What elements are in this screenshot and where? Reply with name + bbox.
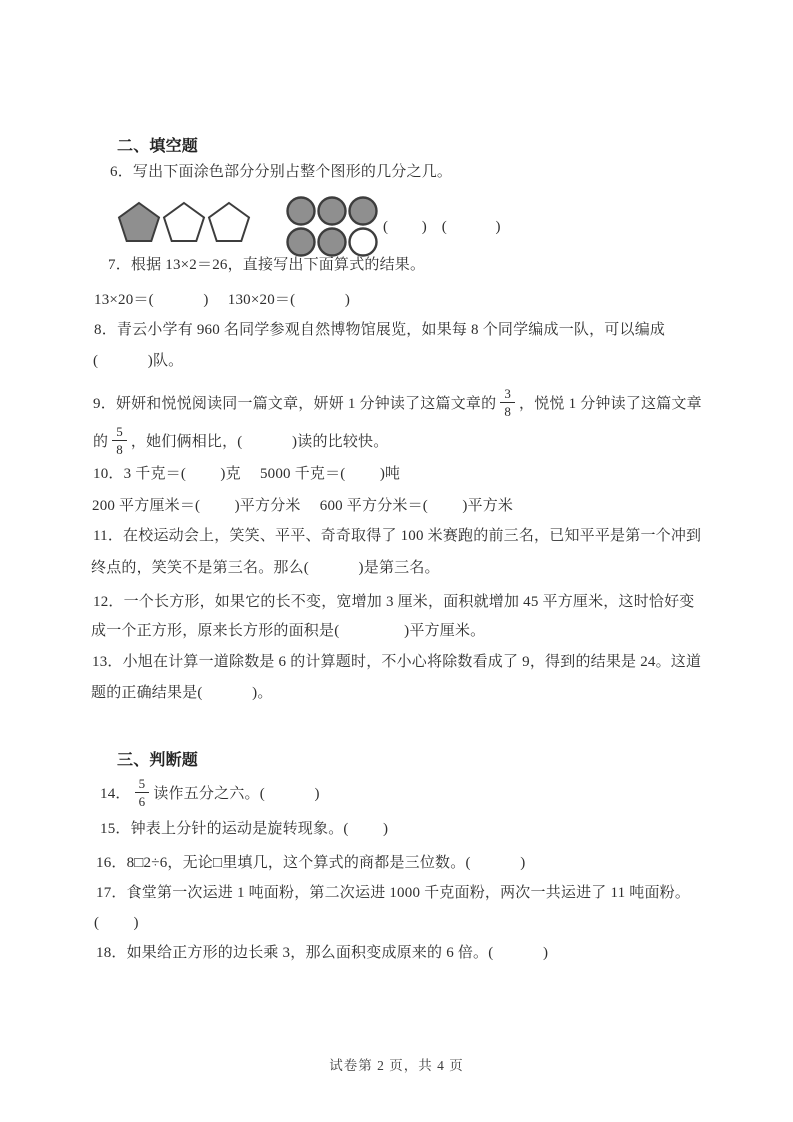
fraction-numerator: 5	[135, 776, 150, 793]
fraction-numerator: 5	[112, 424, 127, 441]
pentagon-unshaded	[209, 203, 249, 241]
fraction-denominator: 6	[138, 794, 146, 809]
q17-line2: ( )	[94, 915, 139, 931]
fraction-numerator: 3	[500, 386, 515, 403]
q6-figure	[93, 193, 693, 263]
q18-text: 18．如果给正方形的边长乘 3，那么面积变成原来的 6 倍。( )	[96, 945, 549, 961]
q17-line1: 17．食堂第一次运进 1 吨面粉，第二次运进 1000 千克面粉，两次一共运进了 11 吨面粉。	[96, 885, 691, 901]
circle-unshaded	[350, 229, 377, 256]
q6-answer-blanks: ( ) ( )	[383, 219, 501, 235]
circle-shaded	[350, 198, 377, 225]
q11-line2: 终点的，笑笑不是第三名。那么( )是第三名。	[91, 560, 440, 576]
q6-text: 6．写出下面涂色部分分别占整个图形的几分之几。	[110, 164, 453, 180]
fill-section-header: 二、填空题	[117, 138, 199, 155]
q13-line1: 13．小旭在计算一道除数是 6 的计算题时，不小心将除数看成了 9，得到的结果是 24。这道	[92, 654, 702, 670]
q13-line2: 题的正确结果是( )。	[91, 685, 273, 701]
q8-line2: ( )队。	[93, 353, 184, 369]
fraction-denominator: 8	[504, 404, 512, 419]
circle-shaded	[319, 229, 346, 256]
page-footer: 试卷第 2 页，共 4 页	[329, 1058, 464, 1073]
q12-line1: 12．一个长方形，如果它的长不变，宽增加 3 厘米，面积就增加 45 平方厘米，这时恰好变	[93, 594, 695, 610]
q8-line1: 8．青云小学有 960 名同学参观自然博物馆展览，如果每 8 个同学编成一队，可以编成	[94, 322, 666, 338]
fraction-3-8	[500, 386, 515, 419]
q14-line	[100, 778, 320, 811]
q9-line2	[93, 426, 388, 459]
circle-group	[285, 195, 381, 259]
q10-line2: 200 平方厘米＝( )平方分米 600 平方分米＝( )平方米	[92, 498, 514, 514]
q9-line2-text-before: 的	[93, 433, 109, 450]
q15-text: 15．钟表上分针的运动是旋转现象。( )	[100, 821, 389, 837]
pentagon-group	[117, 200, 253, 248]
circle-shaded	[288, 198, 315, 225]
pentagon-shaded	[119, 203, 159, 241]
q12-line2: 成一个正方形，原来长方形的面积是( )平方厘米。	[91, 623, 486, 639]
q7-line2: 13×20＝( ) 130×20＝( )	[94, 292, 351, 308]
q11-line1: 11．在校运动会上，笑笑、平平、奇奇取得了 100 米赛跑的前三名，已知平平是第一个冲到	[93, 528, 702, 544]
q16-text: 16．8□2÷6，无论□里填几，这个算式的商都是三位数。( )	[96, 855, 526, 871]
fraction-denominator: 8	[116, 442, 123, 457]
q9-line1	[93, 388, 702, 421]
judge-section-header: 三、判断题	[117, 752, 199, 769]
pentagon-unshaded	[164, 203, 204, 241]
q9-line1-text-before: 9．妍妍和悦悦阅读同一篇文章，妍妍 1 分钟读了这篇文章的	[93, 395, 497, 412]
q14-text: 读作五分之六。( )	[153, 785, 320, 802]
fraction-5-8	[112, 424, 127, 457]
circle-shaded	[288, 229, 315, 256]
q9-line1-text-after: ，悦悦 1 分钟读了这篇文章	[519, 395, 702, 412]
fraction-5-6	[135, 776, 150, 809]
q7-line1: 7．根据 13×2＝26，直接写出下面算式的结果。	[108, 257, 426, 273]
q9-line2-text-after: ，她们俩相比，( )读的比较快。	[130, 433, 389, 450]
circle-shaded	[319, 198, 346, 225]
q10-line1: 10．3 千克＝( )克 5000 千克＝( )吨	[93, 466, 401, 482]
q14-number: 14．	[100, 785, 131, 802]
